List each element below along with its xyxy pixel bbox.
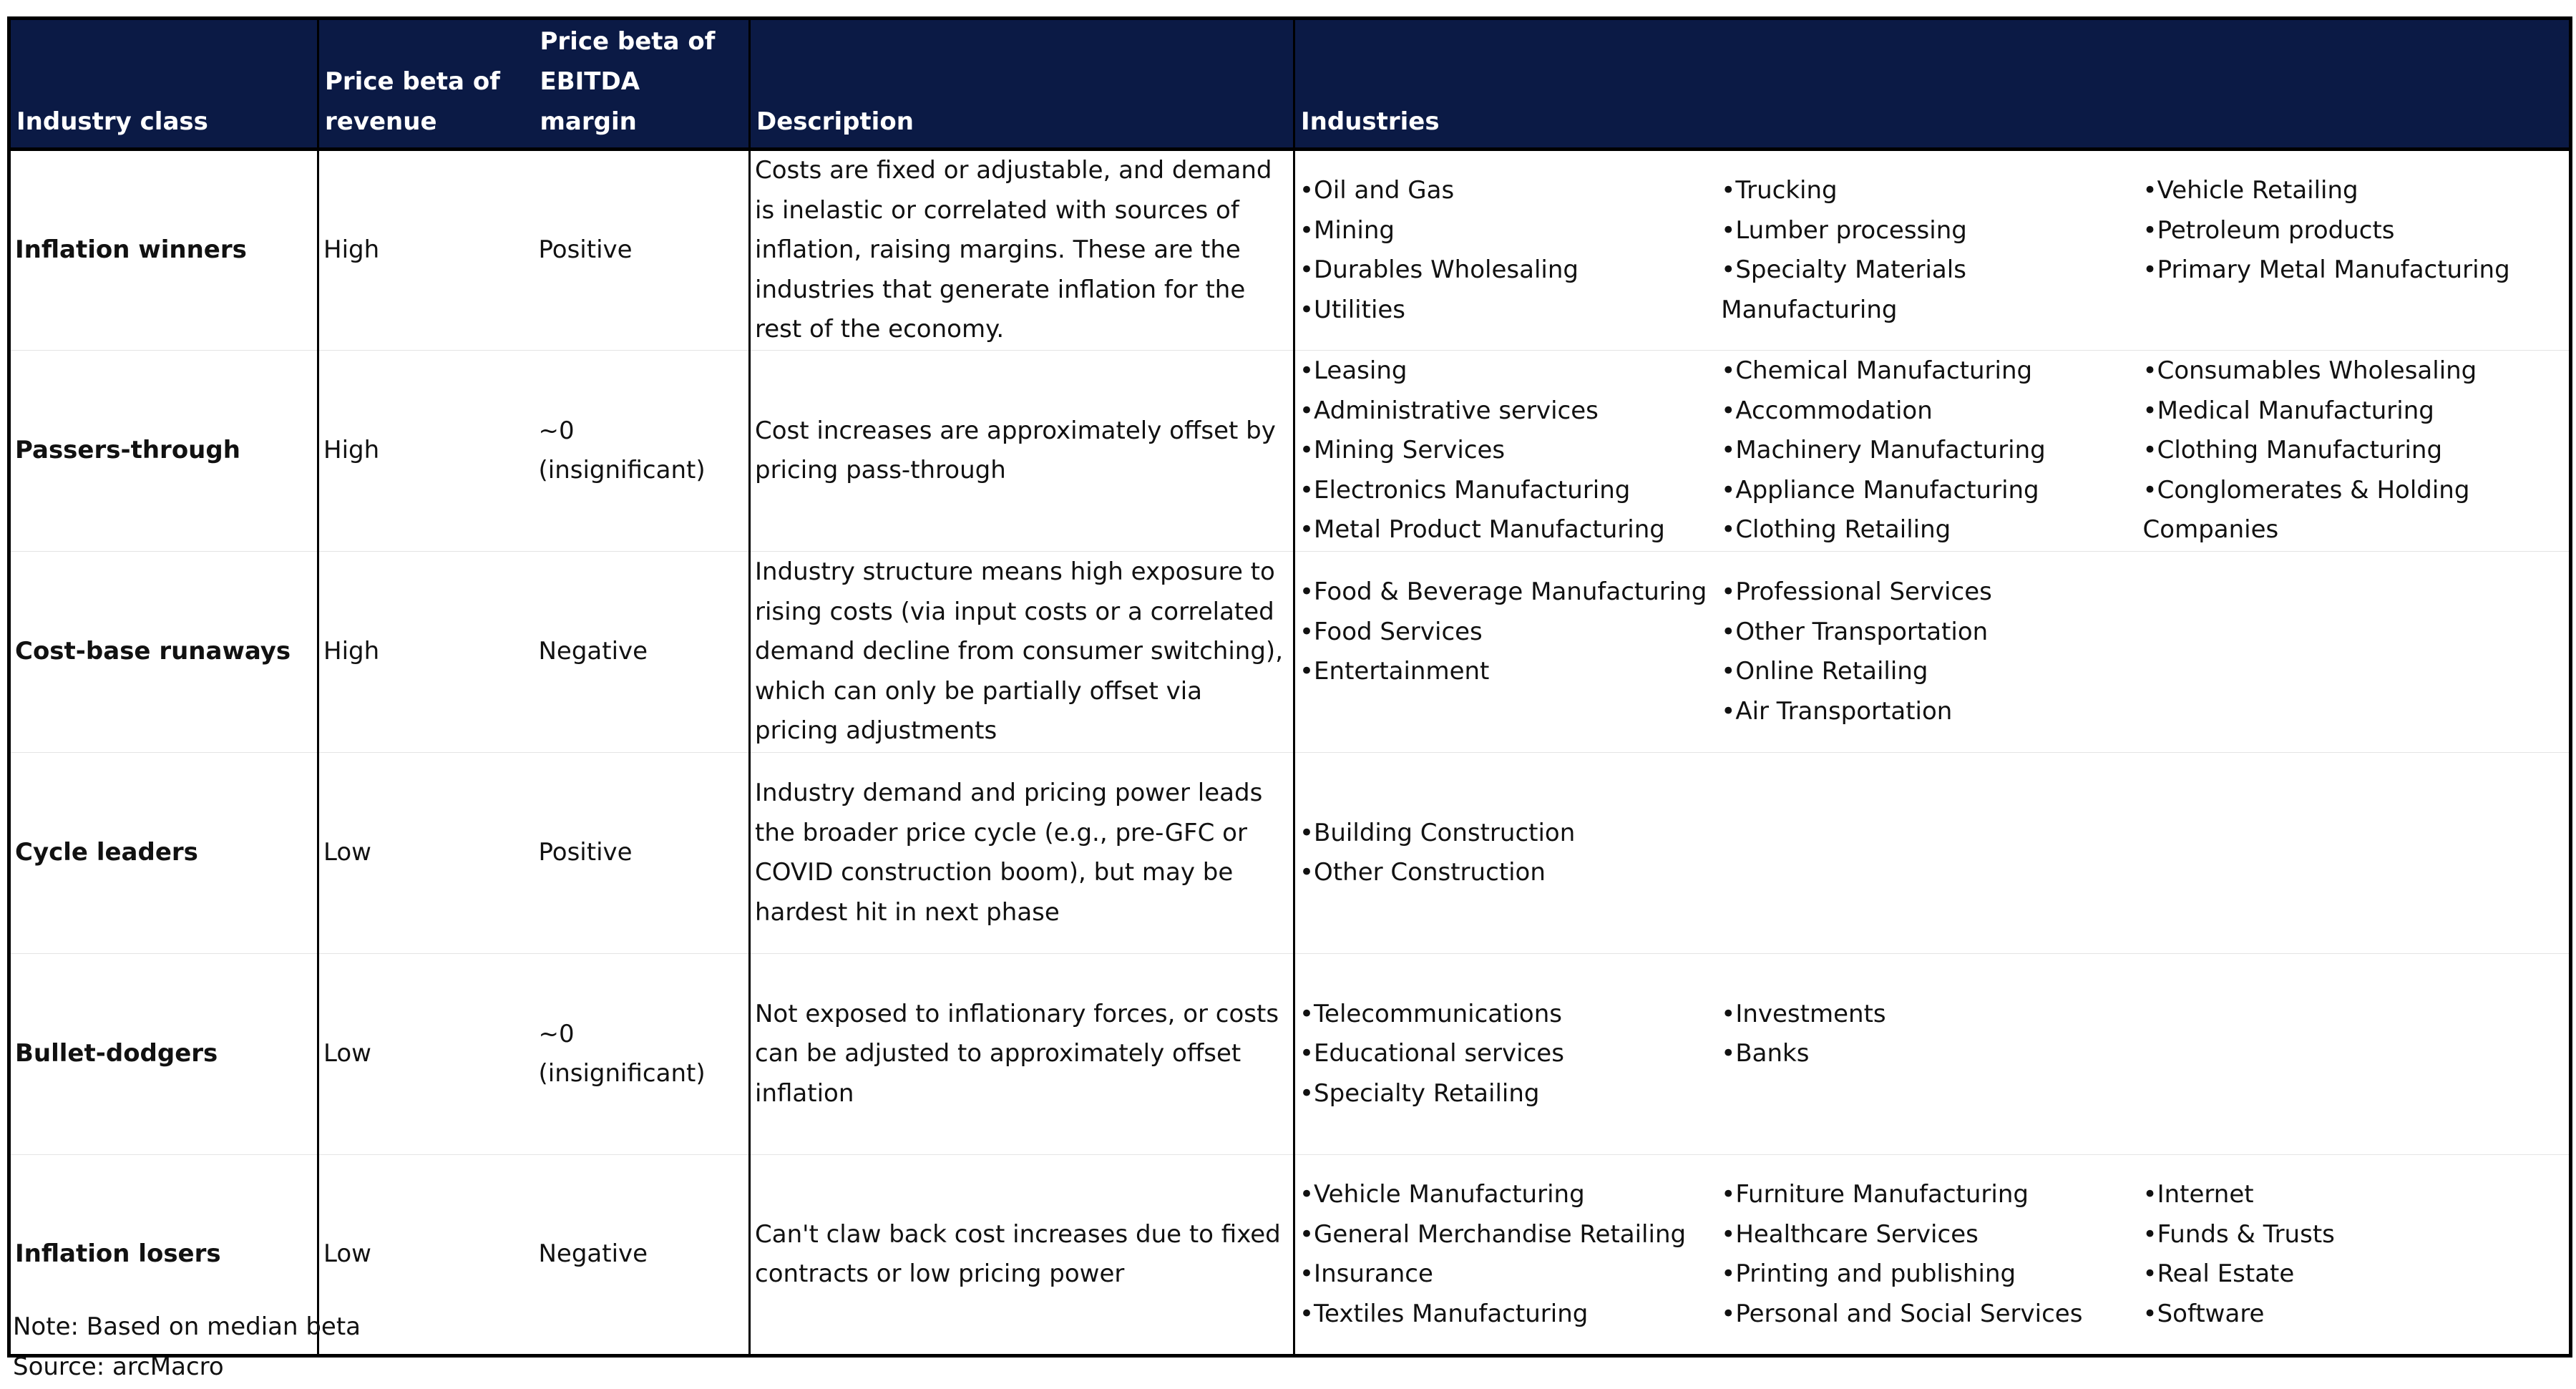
header-description: Description [750,19,1294,150]
header-revenue-beta-line1: Price beta of [325,67,500,96]
industry-class-cell: Cycle leaders [9,753,318,954]
industry-item: •Specialty Retailing [1299,1078,1540,1108]
industries-columns [1299,1175,2565,1334]
industries-column [2143,995,2565,1114]
industry-item: •Vehicle Retailing [2142,176,2358,205]
industries-column [1721,572,2142,731]
industries-column [1721,171,2142,330]
industry-item: •Metal Product Manufacturing [1299,515,1665,545]
industry-item: •Building Construction [1299,818,1576,847]
industries-column [1721,351,2142,550]
industry-class-cell: Inflation winners [9,150,318,351]
industries-cell [1294,954,2571,1155]
industries-column [1721,995,2142,1114]
header-ebitda-beta-line1: Price beta of [540,27,716,56]
industry-item: •Mining Services [1299,436,1506,465]
industries-columns [1299,814,2565,893]
source-text: Source: arcMacro [13,1353,224,1381]
industries-cell [1294,1155,2571,1356]
industry-item: •Textiles Manufacturing [1299,1299,1589,1328]
industry-item: •Leasing [1299,356,1407,386]
industry-item: •Trucking [1721,176,1838,205]
industry-item: •Banks [1721,1039,1810,1068]
table-notes [13,1307,361,1387]
industry-item: •Professional Services [1721,577,1992,606]
industry-item: •Healthcare Services [1721,1219,1979,1249]
industry-table-container [7,16,2569,1358]
industries-columns [1299,995,2565,1114]
table-row [9,351,2571,552]
industry-class-cell: Bullet-dodgers [9,954,318,1155]
description-cell: Can't claw back cost increases due to fixed contracts or low pricing power [750,1155,1294,1356]
table-body [9,150,2571,1356]
table-header-row [9,19,2571,150]
industry-item: •Primary Metal Manufacturing [2142,255,2510,284]
table-row [9,150,2571,351]
industry-class-cell: Inflation losers [9,1155,318,1356]
industries-column [1299,814,1721,893]
header-ebitda-beta [535,19,750,150]
industries-columns [1299,572,2565,731]
table-row [9,954,2571,1155]
industry-item: •Air Transportation [1721,696,1953,726]
industry-class-cell: Passers-through [9,351,318,552]
header-revenue-beta [318,19,535,150]
industries-column [2143,351,2565,550]
industry-item: •Accommodation [1721,396,1933,425]
industry-item: •Internet [2142,1180,2254,1209]
industries-column [2143,572,2565,731]
industries-cell [1294,753,2571,954]
industries-column [1299,171,1721,330]
revenue-beta-cell: Low [318,954,535,1155]
industry-item: •Furniture Manufacturing [1721,1180,2029,1209]
header-industries: Industries [1294,19,2571,150]
industry-item: •Software [2142,1299,2265,1328]
revenue-beta-cell: Low [323,1239,371,1269]
industry-item: •Other Transportation [1721,617,1989,646]
industry-item: •Administrative services [1299,396,1599,425]
industry-item: •General Merchandise Retailing [1299,1219,1687,1249]
revenue-beta-cell: High [318,552,535,753]
industry-item: •Durables Wholesaling [1299,255,1579,284]
industry-item: •Insurance [1299,1259,1433,1288]
industries-column [1721,814,2142,893]
industry-item: •Oil and Gas [1299,176,1455,205]
industry-item: •Online Retailing [1721,657,1928,686]
industry-item: •Telecommunications [1299,999,1562,1028]
description-cell: Cost increases are approximately offset by pricing pass-through [750,351,1294,552]
table-row [9,552,2571,753]
header-industry-class: Industry class [9,19,318,150]
industry-item: •Appliance Manufacturing [1721,475,2039,505]
ebitda-beta-cell: Negative [535,552,750,753]
table-row [9,1155,2571,1356]
industries-column [2143,171,2565,330]
ebitda-beta-cell: Negative [538,1239,648,1269]
ebitda-beta-cell: ~0 (insignificant) [535,351,750,552]
industries-column [2143,1175,2565,1334]
industry-item: •Mining [1299,215,1395,245]
header-revenue-beta-line2: revenue [325,107,437,136]
industry-item: •Food & Beverage Manufacturing [1299,577,1707,606]
industry-item: •Utilities [1299,295,1406,324]
industry-item: •Funds & Trusts [2142,1219,2335,1249]
industries-column [1299,1175,1721,1334]
industry-item: •Food Services [1299,617,1483,646]
header-ebitda-beta-line2: EBITDA margin [540,67,640,136]
industry-item: •Consumables Wholesaling [2142,356,2477,386]
industries-column [2143,814,2565,893]
description-cell: Industry demand and pricing power leads the broader price cycle (e.g., pre-GFC or COVID construction boom), but may be hardest hit in next phase [750,753,1294,954]
industries-columns [1299,351,2565,550]
ebitda-beta-cell: ~0 (insignificant) [535,954,750,1155]
industries-column [1299,572,1721,731]
industries-cell [1294,150,2571,351]
table-row [9,753,2571,954]
revenue-beta-cell: Low [318,753,535,954]
industries-cell [1294,552,2571,753]
industries-column [1721,1175,2142,1334]
description-cell: Costs are fixed or adjustable, and demand is inelastic or correlated with sources of inflation, raising margins. These are the industries that generate inflation for the rest of the economy. [750,150,1294,351]
industry-item: •Conglomerates & Holding Companies [2142,475,2470,545]
industry-item: •Printing and publishing [1721,1259,2016,1288]
industry-item: •Vehicle Manufacturing [1299,1180,1585,1209]
industry-item: •Other Construction [1299,858,1546,887]
industries-cell [1294,351,2571,552]
industry-item: •Entertainment [1299,657,1490,686]
industry-item: •Specialty Materials Manufacturing [1721,255,1966,324]
industry-class-cell: Cost-base runaways [9,552,318,753]
industry-item: •Personal and Social Services [1721,1299,2083,1328]
industry-item: •Real Estate [2142,1259,2295,1288]
ebitda-beta-cell: Positive [535,753,750,954]
industry-item: •Clothing Retailing [1721,515,1951,545]
industry-item: •Lumber processing [1721,215,1967,245]
industry-item: •Machinery Manufacturing [1721,436,2046,465]
industry-item: •Educational services [1299,1039,1564,1068]
industry-item: •Petroleum products [2142,215,2395,245]
industry-item: •Investments [1721,999,1886,1028]
industry-item: •Clothing Manufacturing [2142,436,2443,465]
industries-column [1299,995,1721,1114]
industries-columns [1299,171,2565,330]
description-cell: Industry structure means high exposure to rising costs (via input costs or a correlated demand decline from consumer switching), which can only be partially offset via pricing adjustments [750,552,1294,753]
note-text: Note: Based on median beta [13,1312,361,1341]
industry-item: •Electronics Manufacturing [1299,475,1631,505]
revenue-beta-cell: High [318,150,535,351]
industry-classification-table [7,16,2572,1358]
revenue-beta-cell: High [318,351,535,552]
industry-item: •Chemical Manufacturing [1721,356,2033,386]
description-cell: Not exposed to inflationary forces, or costs can be adjusted to approximately offset inflation [750,954,1294,1155]
industry-item: •Medical Manufacturing [2142,396,2434,425]
industries-column [1299,351,1721,550]
ebitda-beta-cell: Positive [535,150,750,351]
